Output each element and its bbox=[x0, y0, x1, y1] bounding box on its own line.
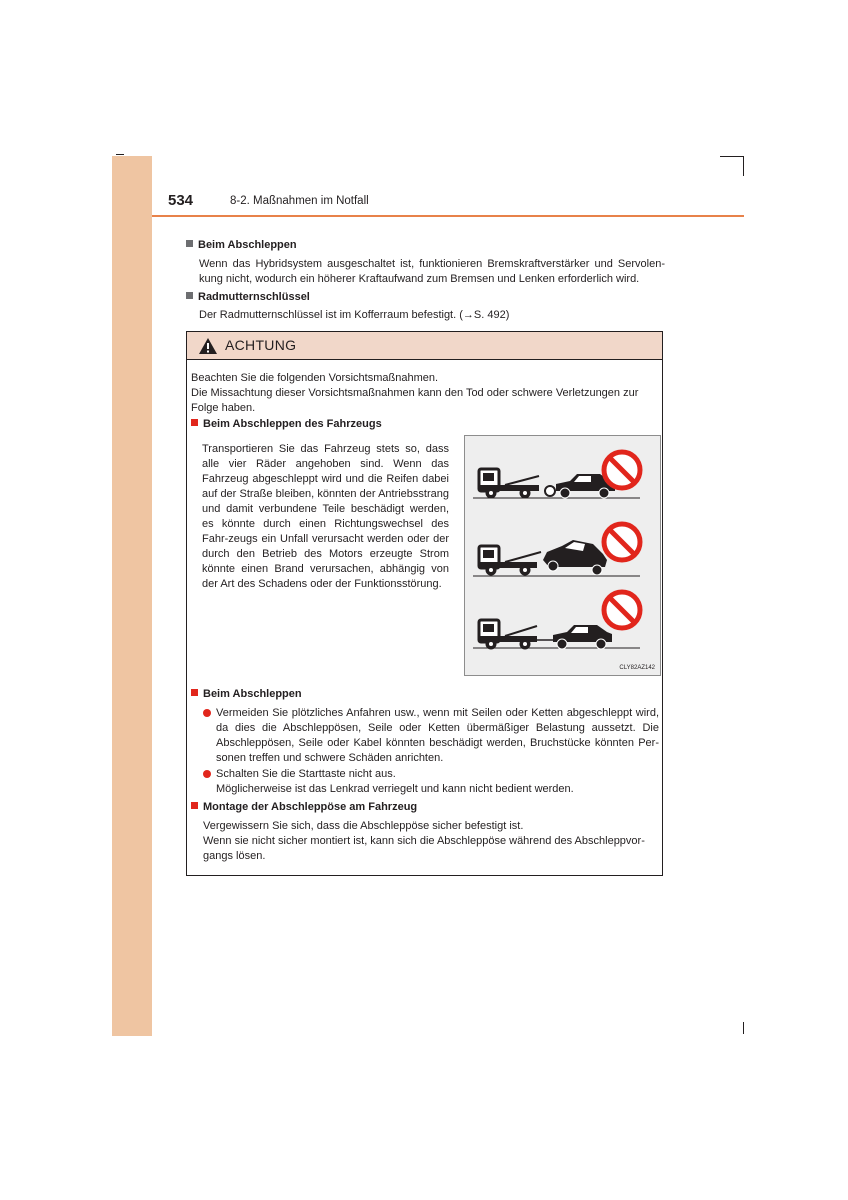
towing-paragraph: Wenn das Hybridsystem ausgeschaltet ist, funktionieren Bremskraftverstärker und Servolen-kung nicht, wodurch ein höherer Kraftaufwand zum Bremsen und Lenken erforderlich wird. bbox=[199, 258, 665, 285]
header-rule bbox=[152, 215, 744, 217]
towing-heading-2 bbox=[191, 688, 302, 700]
grey-square-icon bbox=[186, 292, 193, 299]
grey-square-icon bbox=[186, 240, 193, 247]
red-square-icon bbox=[191, 689, 198, 696]
towing-heading-text: Beim Abschleppen bbox=[198, 239, 297, 251]
prohibited-icon-2 bbox=[604, 524, 640, 560]
crop-mark-top-right-v bbox=[743, 156, 744, 176]
mounting-paragraph: Vergewissern Sie sich, dass die Abschleppöse sicher befestigt ist. Wenn sie nicht sicher montiert ist, kann sich die Abschleppöse während des Abschleppvor-gangs lösen. bbox=[203, 820, 645, 862]
warning-box bbox=[186, 331, 663, 876]
illustration-code: CLY82AZ142 bbox=[619, 665, 655, 671]
warning-header bbox=[187, 332, 662, 360]
towing-heading bbox=[186, 239, 297, 251]
prohibited-icon-1 bbox=[604, 452, 640, 488]
page-number: 534 bbox=[168, 192, 194, 209]
wrench-paragraph: Der Radmutternschlüssel ist im Kofferraum befestigt. (→S. 492) bbox=[199, 309, 510, 321]
towing-illustration bbox=[464, 435, 661, 676]
towing-heading-2-text: Beim Abschleppen bbox=[203, 688, 302, 700]
red-square-icon bbox=[191, 419, 198, 426]
mounting-heading bbox=[191, 801, 417, 813]
wrench-heading-text: Radmutternschlüssel bbox=[198, 291, 310, 303]
towing-vehicle-paragraph: Transportieren Sie das Fahrzeug stets so, dass alle vier Räder angehoben sind. Wenn das Fahrzeug abgeschleppt wird und die Reifen dabei auf der Straße bleiben, könnten der Antriebsstrang und damit verbundene Teile beschädigt werden, es könnte durch einen Richtungswechsel des Fahr-zeugs ein Unfall verursacht werden oder der durch den Betrieb des Motors erzeugte Strom könnte einen Brand verursachen, abhängig von der Art des Schadens oder der Funktionsstörung. bbox=[202, 443, 449, 590]
mounting-heading-text: Montage der Abschleppöse am Fahrzeug bbox=[203, 801, 418, 813]
warning-title: ACHTUNG bbox=[225, 337, 297, 353]
bullet-text-2: Schalten Sie die Starttaste nicht aus. Möglicherweise ist das Lenkrad verriegelt und kann nicht bedient werden. bbox=[216, 768, 574, 795]
towing-vehicle-heading-text: Beim Abschleppen des Fahrzeugs bbox=[203, 418, 382, 430]
chapter-side-bar bbox=[112, 156, 152, 1036]
warning-triangle-icon bbox=[198, 337, 218, 355]
crop-mark-top-right-h bbox=[720, 156, 744, 157]
red-bullet-icon bbox=[203, 709, 211, 717]
towing-vehicle-heading bbox=[191, 418, 382, 430]
crop-mark-bottom-right bbox=[743, 1022, 744, 1034]
warning-intro: Beachten Sie die folgenden Vorsichtsmaßnahmen. Die Missachtung dieser Vorsichtsmaßnahmen kann den Tod oder schwere Verletzungen zur Folge haben. bbox=[191, 372, 639, 414]
crop-mark-top-left bbox=[116, 154, 124, 155]
prohibited-icon-3 bbox=[604, 592, 640, 628]
section-title: 8-2. Maßnahmen im Notfall bbox=[230, 195, 369, 207]
red-square-icon bbox=[191, 802, 198, 809]
towing-illustration-drawing bbox=[465, 436, 660, 675]
red-bullet-icon bbox=[203, 770, 211, 778]
bullet-text-1: Vermeiden Sie plötzliches Anfahren usw., wenn mit Seilen oder Ketten abgeschleppt wird, da dies die Abschleppösen, Seile oder Ketten übermäßiger Belastung aussetzt. Die Abschleppösen, Seile oder Kabel könnten beschädigt werden, Bruchstücke könnten Per-sonen treffen und schwere Schäden anrichten. bbox=[216, 707, 659, 764]
wrench-heading bbox=[186, 291, 310, 303]
